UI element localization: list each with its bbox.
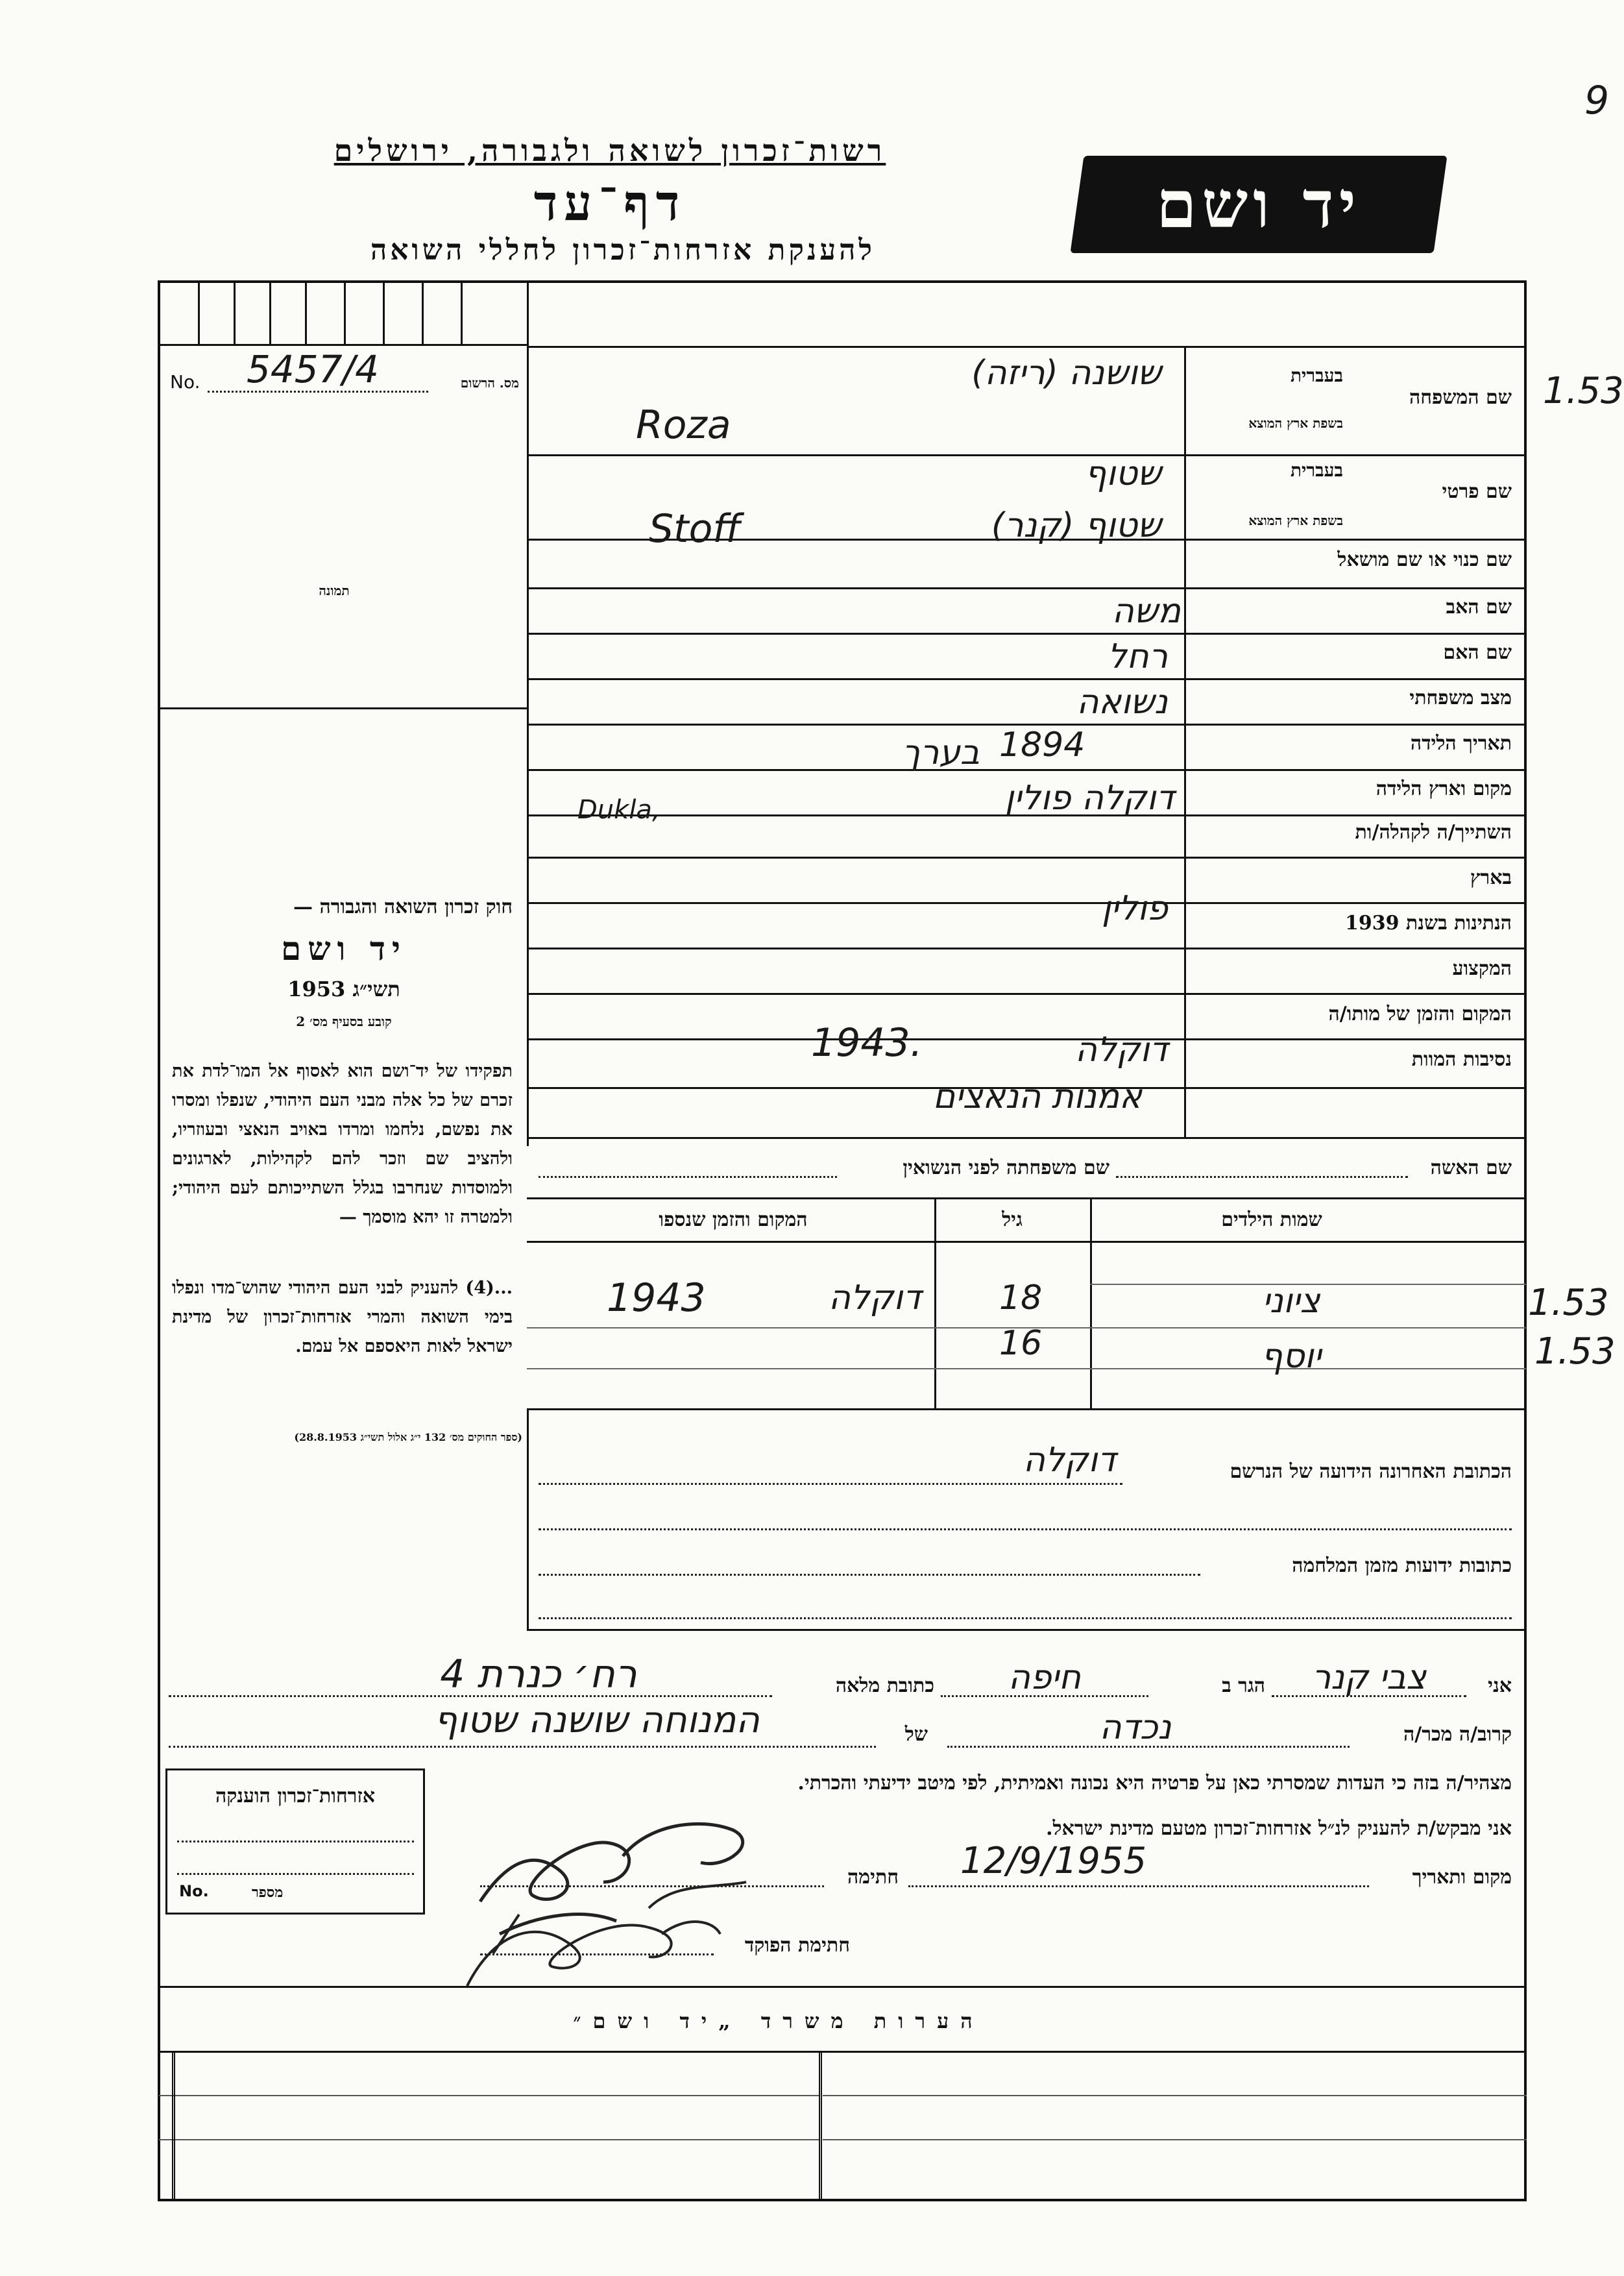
grant-title: אזרחות־זכרון הוענקה <box>215 1785 376 1807</box>
profession-label: המקצוע <box>1452 957 1512 980</box>
authority-heading: רשות־זכרון לשואה ולגבורה, ירושלים <box>333 133 886 168</box>
declaration-text: מצהיר/ה בזה כי העדות שמסרתי כאן על פרטיה היא נכונה ואמיתית, לפי מיטב ידיעתי והכרתי. <box>797 1772 1512 1794</box>
death-year: 1943. <box>811 1020 923 1066</box>
family-name-hebrew-sub: בעברית <box>1290 365 1343 386</box>
form-title: דף־עד <box>533 174 686 232</box>
declarant-name: צבי קנר <box>1311 1658 1427 1697</box>
child-1-place: דוקלה <box>829 1279 921 1317</box>
child-1-name: ציוני <box>1262 1282 1320 1321</box>
last-address-value: דוקלה <box>1023 1441 1116 1480</box>
declarant-i-label: אני <box>1488 1674 1512 1697</box>
grant-box <box>165 1768 425 1915</box>
country-label: בארץ <box>1470 866 1512 889</box>
first-name-native: Stoff <box>649 506 741 552</box>
birthplace-latin: Dukla, <box>577 795 661 825</box>
family-name-native: Roza <box>636 402 731 448</box>
declarant-relation: נכדה <box>1099 1708 1172 1747</box>
grant-number-he: מספר <box>252 1884 284 1901</box>
declarant-city: חיפה <box>1008 1658 1082 1697</box>
photo-label: תמונה <box>319 583 350 598</box>
birthdate-prefix: בערך <box>902 733 980 772</box>
grant-number-en: No. <box>179 1882 209 1900</box>
birthdate-value: 1894 <box>999 726 1085 765</box>
law-citation: (ספר החוקים מס׳ 132 י״ג אלול תשי״ג 28.8.1953) <box>294 1431 522 1443</box>
country-value: פולין <box>1102 889 1168 928</box>
relation-label: קרוב/ה מכר/ה <box>1403 1723 1512 1746</box>
children-header-names: שמות הילדים <box>1221 1208 1322 1231</box>
children-header-age: גיל <box>1002 1208 1023 1231</box>
law-year: תשי״ג 1953 <box>287 977 400 1001</box>
of-value: המנוחה שושנה שטוף <box>434 1699 760 1741</box>
family-name-label: שם המשפחה <box>1409 386 1512 409</box>
declarant-address: רח׳ כנרת 4 <box>440 1652 637 1697</box>
mother-label: שם האם <box>1443 641 1512 664</box>
commissioner-signature <box>454 1895 727 1992</box>
code-cells <box>159 283 526 345</box>
of-label: של <box>904 1723 928 1746</box>
first-name-native-sub: בשפת ארץ המוצא <box>1248 513 1343 528</box>
wife-label: שם האשה <box>1430 1156 1512 1179</box>
margin-note-1: 1.53 <box>1543 370 1624 412</box>
commissioner-label: חתימת הפוקד <box>744 1934 850 1957</box>
yad-vashem-logo <box>1070 156 1447 253</box>
first-name-native-he: שטוף (קנר) <box>991 506 1161 545</box>
form-subtitle: להענקת אזרחות־זכרון לחללי השואה <box>370 234 875 267</box>
first-name-label: שם פרטי <box>1442 480 1512 503</box>
registration-label-he: מס. הרשום <box>460 375 519 391</box>
first-name-hebrew-sub: בעברית <box>1290 459 1343 481</box>
law-paragraph-2: ...(4) להעניק לבני העם היהודי שהוש־מדו ונפלו בימי השואה והמרי אזרחות־זכרון של מדינת ישראל לאות היאספם אל עמם. <box>172 1278 513 1356</box>
place-date-label: מקום ותאריך <box>1412 1866 1512 1889</box>
death-cause-label: נסיבות המוות <box>1411 1048 1512 1071</box>
registration-number: 5457/4 <box>247 347 380 391</box>
law-heading: חוק זכרון השואה והגבורה — <box>293 896 513 918</box>
child-2-age: 16 <box>999 1324 1043 1363</box>
address-label: כתובת מלאה <box>835 1674 934 1697</box>
mother-value: רחל <box>1108 637 1168 676</box>
law-paragraph-1: תפקידו של יד־ושם הוא לאסוף אל המו־לדת את זכרם של כל אלה מבני העם היהודי, שנפלו ומסרו את נפשם, נלחמו ומרדו באויב הנאצי ובעוזריו, ולהציב שם וזכר להם לקהילות, לארגונים ולמוסדות שנחרבו בגלל השתייכותם לעם היהודי; ולמטרה זו יהא מוסמך — <box>172 1061 513 1227</box>
birthplace-label: מקום וארץ הלידה <box>1376 777 1512 800</box>
death-cause-value: אמנות הנאצים <box>932 1077 1142 1116</box>
father-label: שם האב <box>1446 596 1512 618</box>
logo-text: יד ושם <box>1156 166 1361 243</box>
marital-value: נשואה <box>1076 683 1168 722</box>
remarks-label: הערות משרד „יד ושם״ <box>573 2009 984 2033</box>
margin-note-3: 1.53 <box>1534 1330 1616 1373</box>
children-header-place: המקום והזמן שנספו <box>659 1208 808 1231</box>
last-address-label: הכתובת האחרונה הידועה של הנרשם <box>1230 1460 1512 1483</box>
law-section: קובע בסעיף מס׳ 2 <box>296 1014 392 1029</box>
margin-note-2: 1.53 <box>1528 1282 1609 1324</box>
nickname-label: שם כנוי או שם מושאל <box>1337 548 1512 571</box>
registration-no-label: No. <box>170 371 200 393</box>
declaration-date: 12/9/1955 <box>960 1840 1147 1882</box>
resides-label: הגר ב <box>1222 1674 1265 1697</box>
maiden-name-label: שם משפחתה לפני הנשואין <box>903 1156 1109 1179</box>
photo-area <box>159 396 527 709</box>
request-text: אני מבקש/ת להעניק לנ״ל אזרחות־זכרון מטעם מדינת ישראל. <box>1046 1817 1512 1840</box>
father-value: משה <box>1111 592 1181 631</box>
child-2-name: יוסף <box>1261 1337 1322 1376</box>
birthplace-value: דוקלה פולין <box>1004 779 1174 818</box>
signature-label: חתימה <box>847 1866 899 1889</box>
marital-label: מצב משפחתי <box>1409 687 1512 709</box>
birthdate-label: תאריך הלידה <box>1410 732 1512 755</box>
family-name-native-sub: בשפת ארץ המוצא <box>1248 415 1343 431</box>
death-label: המקום והזמן של מותו/ה <box>1328 1003 1512 1025</box>
community-label: השתייך/ה לקהלה/ות <box>1355 821 1512 844</box>
war-address-label: כתובות ידועות מזמן המלחמה <box>1292 1554 1512 1577</box>
family-name-hebrew: שושנה (ריזה) <box>971 354 1161 393</box>
first-name-hebrew: שטוף <box>1085 454 1161 493</box>
citizenship-label: הנתינות בשנת 1939 <box>1344 912 1512 935</box>
child-1-age: 18 <box>999 1279 1043 1317</box>
page-number: 9 <box>1584 78 1610 123</box>
child-1-year: 1943 <box>607 1275 706 1321</box>
law-name: יד ושם <box>281 929 407 968</box>
death-place: דוקלה <box>1075 1031 1168 1070</box>
